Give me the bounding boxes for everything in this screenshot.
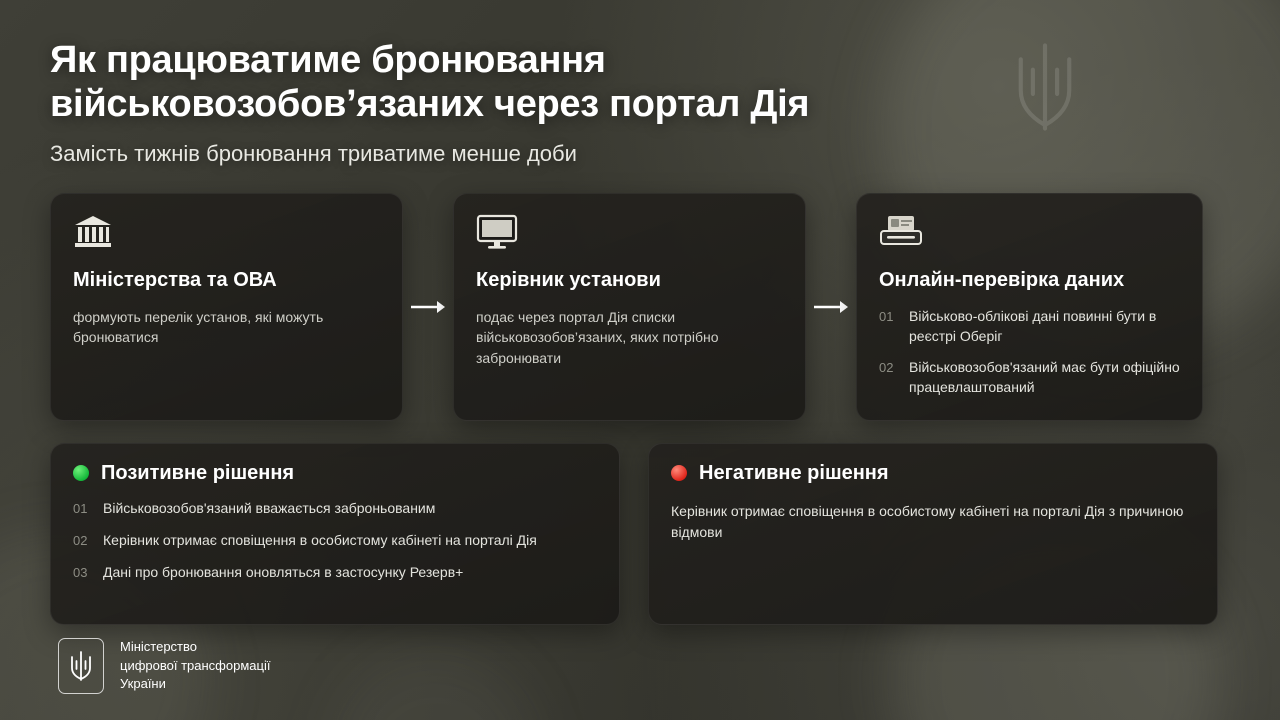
decision-header <box>671 462 1195 485</box>
decision-header <box>73 462 597 485</box>
id-card-scanner-icon <box>879 214 1180 258</box>
flow-arrow-icon <box>403 193 453 421</box>
list-item-text: Військовозобов'язаний вважається заброньованим <box>103 499 436 516</box>
list-item-text: Керівник отримає сповіщення в особистому кабінеті на порталі Дія <box>103 531 537 548</box>
page-subtitle: Замість тижнів бронювання триватиме менше доби <box>50 140 577 166</box>
flow-step-ministries <box>50 193 403 421</box>
flow-step-title: Міністерства та ОВА <box>73 268 277 291</box>
status-dot-positive-icon <box>73 465 89 481</box>
flow-step-description: формують перелік установ, які можуть бронюватися <box>73 308 324 346</box>
positive-outcome-list <box>73 499 597 583</box>
flow-step-description: подає через портал Дія списки військовозобов’язаних, яких потрібно забронювати <box>476 308 719 366</box>
list-item <box>73 499 597 519</box>
flow-step-online-verification <box>856 193 1203 421</box>
flow-step-head-of-institution <box>453 193 806 421</box>
decision-card-positive <box>50 443 620 625</box>
decision-row <box>50 443 1230 625</box>
list-item-text: Дані про бронювання оновляться в застосунку Резерв+ <box>103 563 464 580</box>
footer-ministry-name <box>120 638 270 693</box>
list-item-index: 03 <box>73 564 88 580</box>
page-title: Як працюватиме бронювання військовозобов’язаних через портал Дія <box>50 39 810 126</box>
flow-arrow-icon <box>806 193 856 421</box>
decision-title: Позитивне рішення <box>101 461 295 484</box>
flow-row <box>50 193 1230 421</box>
negative-outcome-text: Керівник отримає сповіщення в особистому кабінеті на порталі Дія з причиною відмови <box>671 502 1184 540</box>
list-item <box>879 358 1180 398</box>
status-dot-negative-icon <box>671 465 687 481</box>
verification-requirements-list <box>879 307 1180 398</box>
footer-branding <box>58 638 270 694</box>
decision-title: Негативне рішення <box>699 461 889 484</box>
footer-line-3: України <box>120 676 166 692</box>
footer-line-1: Міністерство <box>120 639 197 655</box>
list-item <box>73 563 597 583</box>
list-item-index: 01 <box>73 500 88 516</box>
ministry-building-icon <box>73 214 380 258</box>
list-item-text: Військово-облікові дані повинні бути в реєстрі Оберіг <box>909 307 1157 344</box>
list-item-index: 02 <box>879 359 894 375</box>
list-item <box>73 531 597 551</box>
list-item-index: 01 <box>879 308 894 324</box>
flow-step-title: Онлайн-перевірка даних <box>879 268 1125 291</box>
footer-line-2: цифрової трансформації <box>120 657 271 673</box>
decision-card-negative <box>648 443 1218 625</box>
ukraine-trident-icon <box>58 638 104 694</box>
flow-step-title: Керівник установи <box>476 268 661 291</box>
desktop-monitor-icon <box>476 214 783 258</box>
list-item-index: 02 <box>73 532 88 548</box>
list-item-text: Військовозобов'язаний має бути офіційно працевлаштований <box>909 358 1180 395</box>
background-shape <box>330 650 540 720</box>
list-item <box>879 307 1180 347</box>
